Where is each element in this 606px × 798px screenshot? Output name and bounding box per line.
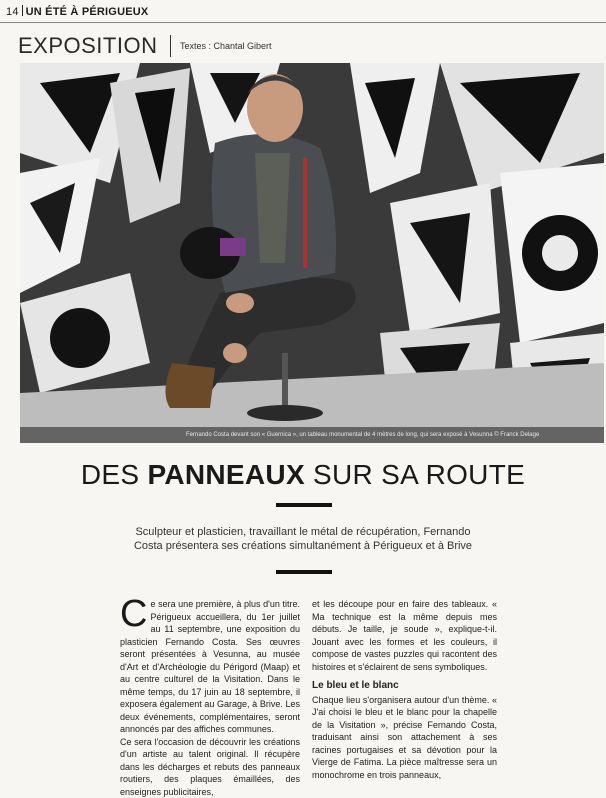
title-part-bold: PANNEAUX	[147, 459, 304, 490]
header-rule	[0, 22, 606, 23]
article-subhead: Le bleu et le blanc	[312, 680, 497, 693]
page-number: 14	[6, 6, 19, 18]
column-1-paragraph-2: Ce sera l'occasion de découvrir les créations d'un artiste au talent original. Il récupère dans les décharges et rebuts des panneaux routiers, des plaques émaillées, des enseignes publicitaires,	[120, 736, 300, 798]
column-1-text-1: e sera une première, à plus d'un titre. Périgueux accueillera, du 1er juillet au 11 septembre, une exposition du plasticien Fernando Costa. Ses œuvres seront présentées à Vesunna, au musée d'Art et d'Archéologie du Périgord (Maap) et au centre culturel de la Visitation. Dans le même temps, du 17 juin au 18 septembre, il exposera également au Garage, à Brive. Les deux événements, complémentaires, seront annoncés par des affiches communes.	[120, 599, 300, 734]
article-title	[0, 459, 606, 491]
article-column-2	[312, 598, 497, 781]
column-2-paragraph-2: Chaque lieu s'organisera autour d'un thème. « J'ai choisi le bleu et le blanc pour la chapelle de la Visitation », précise Fernando Costa, traduisant ainsi son attachement à ses racines portugaises et sa dévotion pour la Vierge de Fatima. La pièce maîtresse sera un monochrome en trois panneaux,	[312, 694, 497, 782]
running-title: UN ÉTÉ À PÉRIGUEUX	[26, 6, 149, 18]
standfirst: Sculpteur et plasticien, travaillant le métal de récupération, Fernando Costa présentera ses créations simultanément à Périgueux et à Brive	[128, 525, 478, 553]
drop-cap: C	[120, 599, 147, 629]
photo-illustration	[20, 63, 604, 443]
artist-photo	[20, 63, 604, 443]
title-rule	[276, 503, 332, 507]
author-credits: Textes : Chantal Gibert	[180, 41, 272, 51]
running-header	[6, 5, 148, 18]
section-divider	[170, 35, 171, 57]
title-part-1: DES	[81, 459, 148, 490]
title-part-2: SUR SA ROUTE	[305, 459, 525, 490]
section-label: EXPOSITION	[18, 33, 157, 59]
article-column-1	[120, 598, 300, 798]
header-divider	[22, 5, 23, 16]
photo-caption: Fernando Costa devant son « Guernica », un tableau monumental de 4 mètres de long, qui sera exposé à Vesunna © Franck Delage	[186, 432, 539, 438]
standfirst-rule	[276, 570, 332, 574]
column-2-paragraph-1: et les découpe pour en faire des tableaux. « Ma technique est la même depuis mes débuts. Je taille, je soude », explique-t-il. Jouant avec les formes et les couleurs, il compose de vastes puzzles qui racontent des histoires et s'éclairent de sens symboliques.	[312, 598, 497, 673]
column-1-paragraph-1	[120, 598, 300, 736]
